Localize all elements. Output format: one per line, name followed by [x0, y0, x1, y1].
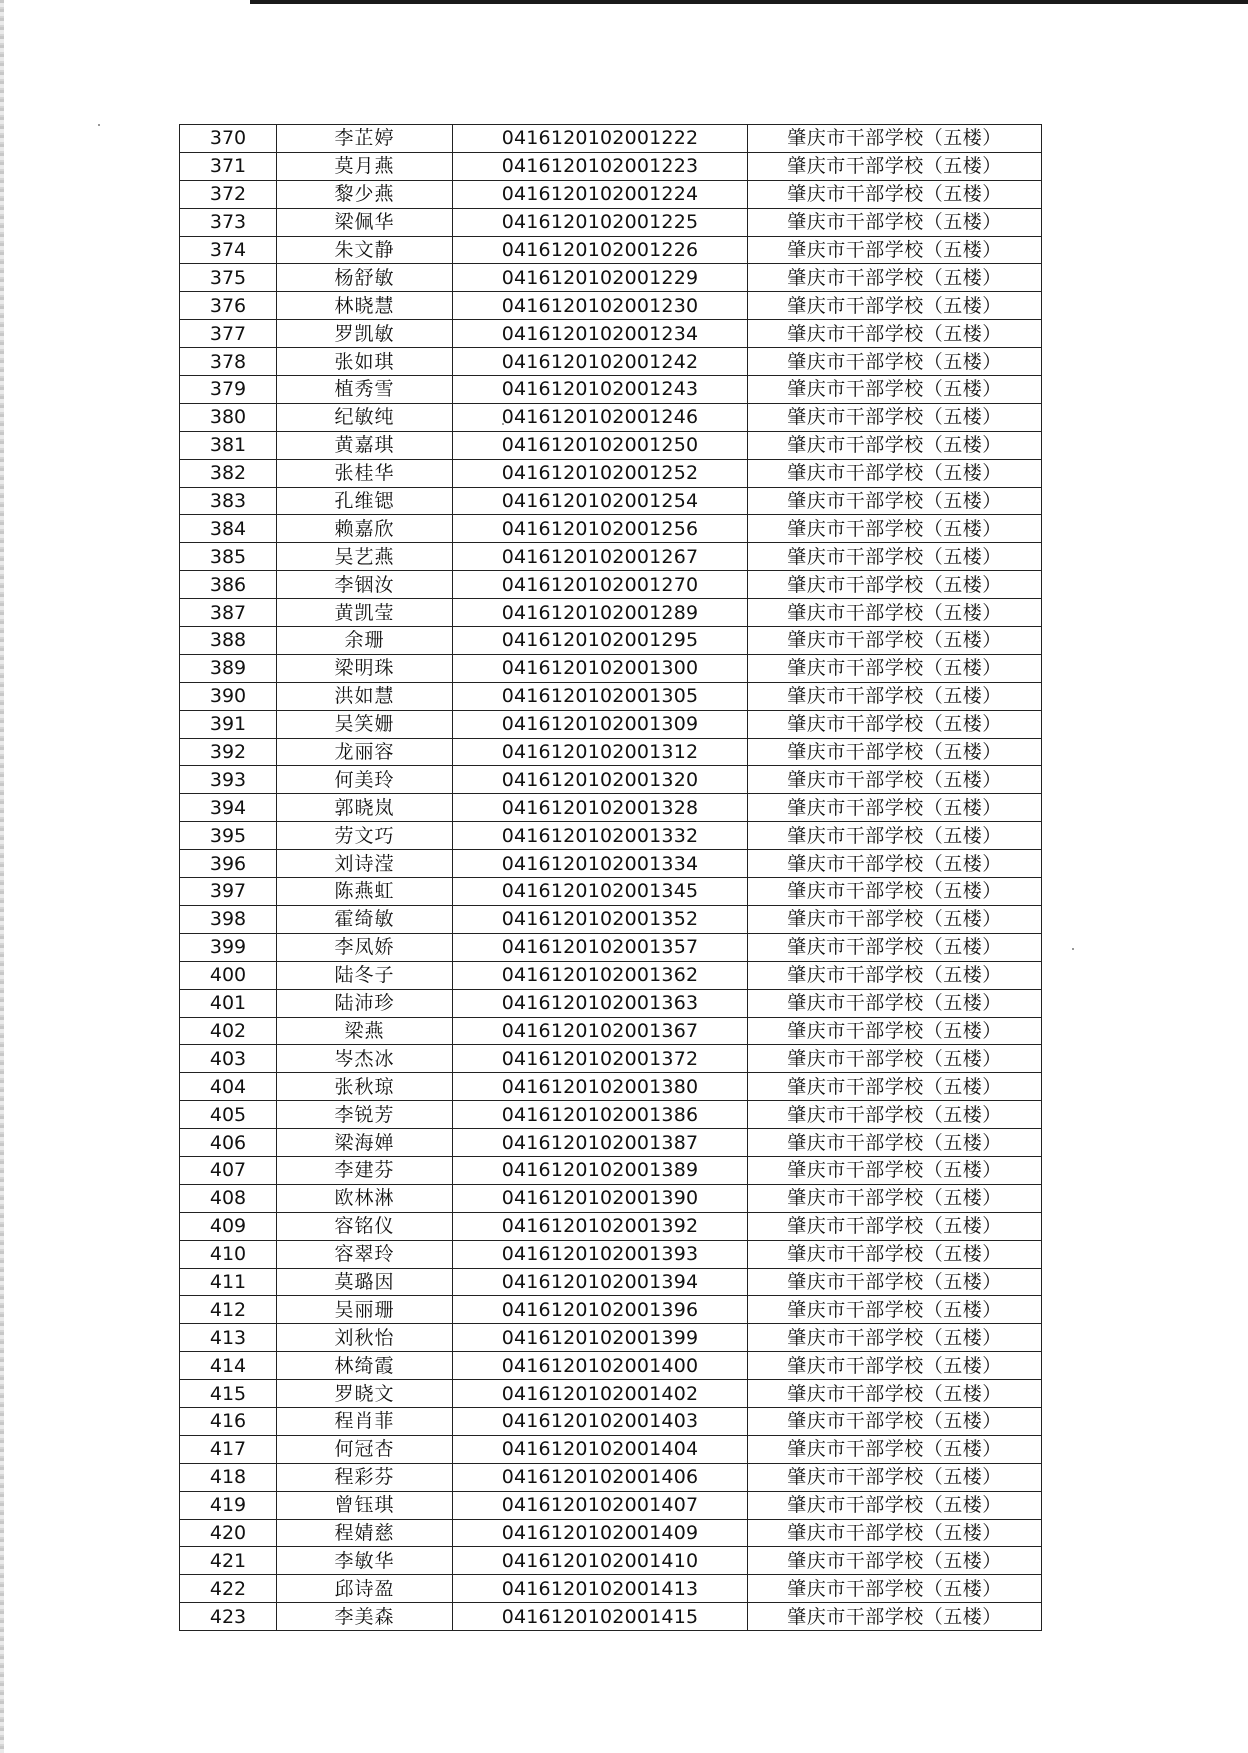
- exam-venue: 肇庆市干部学校（五楼）: [748, 1073, 1042, 1101]
- row-number: 420: [180, 1519, 277, 1547]
- candidate-name: 曾钰琪: [277, 1491, 453, 1519]
- row-number: 388: [180, 627, 277, 655]
- admission-ticket-number: 0416120102001234: [453, 320, 748, 348]
- candidate-name: 朱文静: [277, 236, 453, 264]
- admission-ticket-number: 0416120102001399: [453, 1324, 748, 1352]
- admission-ticket-number: 0416120102001400: [453, 1352, 748, 1380]
- row-number: 394: [180, 794, 277, 822]
- row-number: 399: [180, 933, 277, 961]
- row-number: 376: [180, 292, 277, 320]
- table-row: [180, 487, 1042, 515]
- row-number: 393: [180, 766, 277, 794]
- row-number: 418: [180, 1463, 277, 1491]
- candidate-name: 李建芬: [277, 1156, 453, 1184]
- table-row: [180, 1101, 1042, 1129]
- row-number: 380: [180, 403, 277, 431]
- exam-venue: 肇庆市干部学校（五楼）: [748, 571, 1042, 599]
- candidate-name: 陆冬子: [277, 961, 453, 989]
- admission-ticket-number: 0416120102001396: [453, 1296, 748, 1324]
- admission-ticket-number: 0416120102001334: [453, 850, 748, 878]
- table-row: [180, 627, 1042, 655]
- candidate-name: 梁燕: [277, 1017, 453, 1045]
- table-row: [180, 822, 1042, 850]
- exam-venue: 肇庆市干部学校（五楼）: [748, 348, 1042, 376]
- admission-ticket-number: 0416120102001295: [453, 627, 748, 655]
- table-row: [180, 125, 1042, 153]
- exam-venue: 肇庆市干部学校（五楼）: [748, 264, 1042, 292]
- candidate-name: 余珊: [277, 627, 453, 655]
- admission-ticket-number: 0416120102001305: [453, 682, 748, 710]
- admission-ticket-number: 0416120102001332: [453, 822, 748, 850]
- admission-ticket-number: 0416120102001250: [453, 431, 748, 459]
- row-number: 387: [180, 599, 277, 627]
- table-row: [180, 738, 1042, 766]
- candidate-name: 黄凯莹: [277, 599, 453, 627]
- row-number: 423: [180, 1603, 277, 1631]
- exam-venue: 肇庆市干部学校（五楼）: [748, 654, 1042, 682]
- exam-venue: 肇庆市干部学校（五楼）: [748, 403, 1042, 431]
- row-number: 417: [180, 1435, 277, 1463]
- row-number: 378: [180, 348, 277, 376]
- row-number: 392: [180, 738, 277, 766]
- table-row: [180, 1547, 1042, 1575]
- table-row: [180, 1156, 1042, 1184]
- admission-ticket-number: 0416120102001222: [453, 125, 748, 153]
- table-row: [180, 1352, 1042, 1380]
- exam-venue: 肇庆市干部学校（五楼）: [748, 1380, 1042, 1408]
- row-number: 412: [180, 1296, 277, 1324]
- table-row: [180, 878, 1042, 906]
- candidate-name: 程肖菲: [277, 1407, 453, 1435]
- row-number: 381: [180, 431, 277, 459]
- admission-ticket-number: 0416120102001407: [453, 1491, 748, 1519]
- admission-ticket-number: 0416120102001243: [453, 376, 748, 404]
- row-number: 404: [180, 1073, 277, 1101]
- admission-ticket-number: 0416120102001389: [453, 1156, 748, 1184]
- candidate-name: 植秀雪: [277, 376, 453, 404]
- exam-venue: 肇庆市干部学校（五楼）: [748, 989, 1042, 1017]
- admission-ticket-number: 0416120102001415: [453, 1603, 748, 1631]
- candidate-name: 李锐芳: [277, 1101, 453, 1129]
- admission-ticket-number: 0416120102001392: [453, 1212, 748, 1240]
- exam-venue: 肇庆市干部学校（五楼）: [748, 515, 1042, 543]
- admission-ticket-number: 0416120102001246: [453, 403, 748, 431]
- candidate-name: 梁海婵: [277, 1129, 453, 1157]
- admission-ticket-number: 0416120102001328: [453, 794, 748, 822]
- exam-venue: 肇庆市干部学校（五楼）: [748, 1463, 1042, 1491]
- candidate-name: 李铟汝: [277, 571, 453, 599]
- table-row: [180, 431, 1042, 459]
- admission-ticket-number: 0416120102001410: [453, 1547, 748, 1575]
- row-number: 407: [180, 1156, 277, 1184]
- exam-venue: 肇庆市干部学校（五楼）: [748, 1407, 1042, 1435]
- candidate-name: 梁佩华: [277, 208, 453, 236]
- exam-venue: 肇庆市干部学校（五楼）: [748, 236, 1042, 264]
- exam-venue: 肇庆市干部学校（五楼）: [748, 1129, 1042, 1157]
- exam-venue: 肇庆市干部学校（五楼）: [748, 878, 1042, 906]
- exam-venue: 肇庆市干部学校（五楼）: [748, 208, 1042, 236]
- table-row: [180, 1184, 1042, 1212]
- row-number: 402: [180, 1017, 277, 1045]
- table-row: [180, 403, 1042, 431]
- admission-ticket-number: 0416120102001267: [453, 543, 748, 571]
- exam-venue: 肇庆市干部学校（五楼）: [748, 933, 1042, 961]
- candidate-name: 龙丽容: [277, 738, 453, 766]
- row-number: 398: [180, 905, 277, 933]
- admission-ticket-number: 0416120102001309: [453, 710, 748, 738]
- table-row: [180, 654, 1042, 682]
- exam-venue: 肇庆市干部学校（五楼）: [748, 1156, 1042, 1184]
- exam-venue: 肇庆市干部学校（五楼）: [748, 627, 1042, 655]
- row-number: 408: [180, 1184, 277, 1212]
- table-row: [180, 933, 1042, 961]
- row-number: 406: [180, 1129, 277, 1157]
- admission-ticket-number: 0416120102001403: [453, 1407, 748, 1435]
- exam-venue: 肇庆市干部学校（五楼）: [748, 738, 1042, 766]
- exam-venue: 肇庆市干部学校（五楼）: [748, 1519, 1042, 1547]
- row-number: 382: [180, 459, 277, 487]
- table-row: [180, 1519, 1042, 1547]
- candidate-name: 林晓慧: [277, 292, 453, 320]
- candidate-name: 何冠杏: [277, 1435, 453, 1463]
- candidate-name: 容铭仪: [277, 1212, 453, 1240]
- row-number: 422: [180, 1575, 277, 1603]
- admission-ticket-number: 0416120102001390: [453, 1184, 748, 1212]
- row-number: 416: [180, 1407, 277, 1435]
- table-row: [180, 850, 1042, 878]
- row-number: 389: [180, 654, 277, 682]
- row-number: 405: [180, 1101, 277, 1129]
- exam-venue: 肇庆市干部学校（五楼）: [748, 543, 1042, 571]
- row-number: 373: [180, 208, 277, 236]
- exam-venue: 肇庆市干部学校（五楼）: [748, 180, 1042, 208]
- admission-ticket-number: 0416120102001362: [453, 961, 748, 989]
- table-row: [180, 794, 1042, 822]
- admission-ticket-number: 0416120102001270: [453, 571, 748, 599]
- table-row: [180, 1491, 1042, 1519]
- exam-venue: 肇庆市干部学校（五楼）: [748, 152, 1042, 180]
- row-number: 411: [180, 1268, 277, 1296]
- admission-ticket-number: 0416120102001256: [453, 515, 748, 543]
- table-row: [180, 1380, 1042, 1408]
- row-number: 390: [180, 682, 277, 710]
- candidate-name: 陆沛珍: [277, 989, 453, 1017]
- admission-ticket-number: 0416120102001254: [453, 487, 748, 515]
- candidate-name: 赖嘉欣: [277, 515, 453, 543]
- row-number: 375: [180, 264, 277, 292]
- row-number: 410: [180, 1240, 277, 1268]
- admission-ticket-number: 0416120102001242: [453, 348, 748, 376]
- exam-venue: 肇庆市干部学校（五楼）: [748, 1575, 1042, 1603]
- exam-venue: 肇庆市干部学校（五楼）: [748, 822, 1042, 850]
- candidate-name: 吴丽珊: [277, 1296, 453, 1324]
- candidate-name: 李凤娇: [277, 933, 453, 961]
- admission-ticket-number: 0416120102001289: [453, 599, 748, 627]
- candidate-name: 纪敏纯: [277, 403, 453, 431]
- table-row: [180, 459, 1042, 487]
- table-row: [180, 961, 1042, 989]
- candidate-name: 刘诗滢: [277, 850, 453, 878]
- row-number: 374: [180, 236, 277, 264]
- table-row: [180, 1435, 1042, 1463]
- scan-edge-artifact: [0, 0, 4, 1753]
- table-row: [180, 236, 1042, 264]
- admission-ticket-number: 0416120102001380: [453, 1073, 748, 1101]
- row-number: 396: [180, 850, 277, 878]
- candidate-name: 邱诗盈: [277, 1575, 453, 1603]
- candidate-name: 程彩芬: [277, 1463, 453, 1491]
- admission-ticket-number: 0416120102001252: [453, 459, 748, 487]
- candidate-name: 吴笑姗: [277, 710, 453, 738]
- row-number: 400: [180, 961, 277, 989]
- table-row: [180, 1129, 1042, 1157]
- table-row: [180, 376, 1042, 404]
- table-row: [180, 766, 1042, 794]
- admission-ticket-number: 0416120102001363: [453, 989, 748, 1017]
- exam-venue: 肇庆市干部学校（五楼）: [748, 766, 1042, 794]
- row-number: 372: [180, 180, 277, 208]
- admission-ticket-number: 0416120102001224: [453, 180, 748, 208]
- exam-venue: 肇庆市干部学校（五楼）: [748, 1184, 1042, 1212]
- candidate-name: 刘秋怡: [277, 1324, 453, 1352]
- candidate-name: 李敏华: [277, 1547, 453, 1575]
- row-number: 397: [180, 878, 277, 906]
- row-number: 415: [180, 1380, 277, 1408]
- row-number: 401: [180, 989, 277, 1017]
- candidate-name: 林绮霞: [277, 1352, 453, 1380]
- row-number: 377: [180, 320, 277, 348]
- row-number: 371: [180, 152, 277, 180]
- row-number: 379: [180, 376, 277, 404]
- table-row: [180, 1045, 1042, 1073]
- exam-venue: 肇庆市干部学校（五楼）: [748, 710, 1042, 738]
- candidate-name: 欧林淋: [277, 1184, 453, 1212]
- exam-venue: 肇庆市干部学校（五楼）: [748, 1324, 1042, 1352]
- admission-ticket-number: 0416120102001404: [453, 1435, 748, 1463]
- exam-venue: 肇庆市干部学校（五楼）: [748, 599, 1042, 627]
- table-row: [180, 320, 1042, 348]
- candidate-name: 何美玲: [277, 766, 453, 794]
- admission-ticket-number: 0416120102001223: [453, 152, 748, 180]
- table-row: [180, 515, 1042, 543]
- exam-venue: 肇庆市干部学校（五楼）: [748, 794, 1042, 822]
- roster-body: [180, 125, 1042, 1631]
- admission-ticket-number: 0416120102001229: [453, 264, 748, 292]
- table-row: [180, 208, 1042, 236]
- table-row: [180, 1324, 1042, 1352]
- candidate-name: 岑杰冰: [277, 1045, 453, 1073]
- candidate-name: 张秋琼: [277, 1073, 453, 1101]
- admission-ticket-number: 0416120102001320: [453, 766, 748, 794]
- row-number: 419: [180, 1491, 277, 1519]
- exam-venue: 肇庆市干部学校（五楼）: [748, 1212, 1042, 1240]
- table-row: [180, 1212, 1042, 1240]
- candidate-name: 程婧慈: [277, 1519, 453, 1547]
- exam-venue: 肇庆市干部学校（五楼）: [748, 1268, 1042, 1296]
- row-number: 421: [180, 1547, 277, 1575]
- exam-venue: 肇庆市干部学校（五楼）: [748, 376, 1042, 404]
- row-number: 413: [180, 1324, 277, 1352]
- candidate-name: 莫月燕: [277, 152, 453, 180]
- candidate-name: 霍绮敏: [277, 905, 453, 933]
- candidate-name: 陈燕虹: [277, 878, 453, 906]
- exam-venue: 肇庆市干部学校（五楼）: [748, 1435, 1042, 1463]
- table-row: [180, 543, 1042, 571]
- table-row: [180, 989, 1042, 1017]
- admission-ticket-number: 0416120102001386: [453, 1101, 748, 1129]
- table-row: [180, 180, 1042, 208]
- candidate-name: 张如琪: [277, 348, 453, 376]
- table-row: [180, 1603, 1042, 1631]
- exam-venue: 肇庆市干部学校（五楼）: [748, 1101, 1042, 1129]
- table-row: [180, 682, 1042, 710]
- exam-venue: 肇庆市干部学校（五楼）: [748, 1045, 1042, 1073]
- top-border-rule: [250, 0, 1248, 4]
- exam-venue: 肇庆市干部学校（五楼）: [748, 1296, 1042, 1324]
- table-row: [180, 1240, 1042, 1268]
- candidate-name: 劳文巧: [277, 822, 453, 850]
- table-row: [180, 571, 1042, 599]
- exam-venue: 肇庆市干部学校（五楼）: [748, 1603, 1042, 1631]
- candidate-name: 黄嘉琪: [277, 431, 453, 459]
- row-number: 384: [180, 515, 277, 543]
- admission-ticket-number: 0416120102001372: [453, 1045, 748, 1073]
- exam-venue: 肇庆市干部学校（五楼）: [748, 1240, 1042, 1268]
- row-number: 395: [180, 822, 277, 850]
- candidate-name: 莫璐因: [277, 1268, 453, 1296]
- exam-venue: 肇庆市干部学校（五楼）: [748, 1017, 1042, 1045]
- admission-ticket-number: 0416120102001394: [453, 1268, 748, 1296]
- row-number: 414: [180, 1352, 277, 1380]
- exam-venue: 肇庆市干部学校（五楼）: [748, 320, 1042, 348]
- candidate-name: 洪如慧: [277, 682, 453, 710]
- table-row: [180, 1575, 1042, 1603]
- table-row: [180, 1017, 1042, 1045]
- exam-venue: 肇庆市干部学校（五楼）: [748, 1352, 1042, 1380]
- admission-ticket-number: 0416120102001225: [453, 208, 748, 236]
- exam-venue: 肇庆市干部学校（五楼）: [748, 905, 1042, 933]
- exam-venue: 肇庆市干部学校（五楼）: [748, 1491, 1042, 1519]
- admission-ticket-number: 0416120102001406: [453, 1463, 748, 1491]
- candidate-name: 罗晓文: [277, 1380, 453, 1408]
- admission-ticket-number: 0416120102001413: [453, 1575, 748, 1603]
- candidate-name: 黎少燕: [277, 180, 453, 208]
- admission-ticket-number: 0416120102001312: [453, 738, 748, 766]
- row-number: 391: [180, 710, 277, 738]
- candidate-name: 张桂华: [277, 459, 453, 487]
- candidate-name: 罗凯敏: [277, 320, 453, 348]
- candidate-name: 李美森: [277, 1603, 453, 1631]
- table-row: [180, 1463, 1042, 1491]
- exam-venue: 肇庆市干部学校（五楼）: [748, 682, 1042, 710]
- admission-ticket-number: 0416120102001226: [453, 236, 748, 264]
- table-row: [180, 264, 1042, 292]
- table-row: [180, 152, 1042, 180]
- admission-ticket-number: 0416120102001357: [453, 933, 748, 961]
- table-row: [180, 1268, 1042, 1296]
- exam-venue: 肇庆市干部学校（五楼）: [748, 1547, 1042, 1575]
- scan-speck: [1072, 948, 1074, 950]
- candidate-name: 郭晓岚: [277, 794, 453, 822]
- admission-ticket-number: 0416120102001387: [453, 1129, 748, 1157]
- row-number: 386: [180, 571, 277, 599]
- table-row: [180, 905, 1042, 933]
- exam-venue: 肇庆市干部学校（五楼）: [748, 292, 1042, 320]
- table-row: [180, 292, 1042, 320]
- admission-ticket-number: 0416120102001402: [453, 1380, 748, 1408]
- exam-venue: 肇庆市干部学校（五楼）: [748, 125, 1042, 153]
- table-row: [180, 1296, 1042, 1324]
- admission-ticket-number: 0416120102001393: [453, 1240, 748, 1268]
- table-row: [180, 710, 1042, 738]
- candidate-name: 杨舒敏: [277, 264, 453, 292]
- table-row: [180, 348, 1042, 376]
- row-number: 370: [180, 125, 277, 153]
- admission-ticket-number: 0416120102001352: [453, 905, 748, 933]
- candidate-name: 梁明珠: [277, 654, 453, 682]
- exam-venue: 肇庆市干部学校（五楼）: [748, 431, 1042, 459]
- table-row: [180, 599, 1042, 627]
- exam-venue: 肇庆市干部学校（五楼）: [748, 487, 1042, 515]
- scan-speck: [98, 124, 100, 126]
- candidate-name: 吴艺燕: [277, 543, 453, 571]
- row-number: 385: [180, 543, 277, 571]
- table-row: [180, 1407, 1042, 1435]
- exam-venue: 肇庆市干部学校（五楼）: [748, 961, 1042, 989]
- candidate-name: 容翠玲: [277, 1240, 453, 1268]
- row-number: 409: [180, 1212, 277, 1240]
- admission-ticket-number: 0416120102001367: [453, 1017, 748, 1045]
- candidate-name: 李芷婷: [277, 125, 453, 153]
- candidate-name: 孔维锶: [277, 487, 453, 515]
- table-row: [180, 1073, 1042, 1101]
- exam-venue: 肇庆市干部学校（五楼）: [748, 850, 1042, 878]
- admission-ticket-number: 0416120102001345: [453, 878, 748, 906]
- candidate-roster-table: [179, 124, 1042, 1631]
- admission-ticket-number: 0416120102001409: [453, 1519, 748, 1547]
- row-number: 383: [180, 487, 277, 515]
- row-number: 403: [180, 1045, 277, 1073]
- exam-venue: 肇庆市干部学校（五楼）: [748, 459, 1042, 487]
- admission-ticket-number: 0416120102001230: [453, 292, 748, 320]
- admission-ticket-number: 0416120102001300: [453, 654, 748, 682]
